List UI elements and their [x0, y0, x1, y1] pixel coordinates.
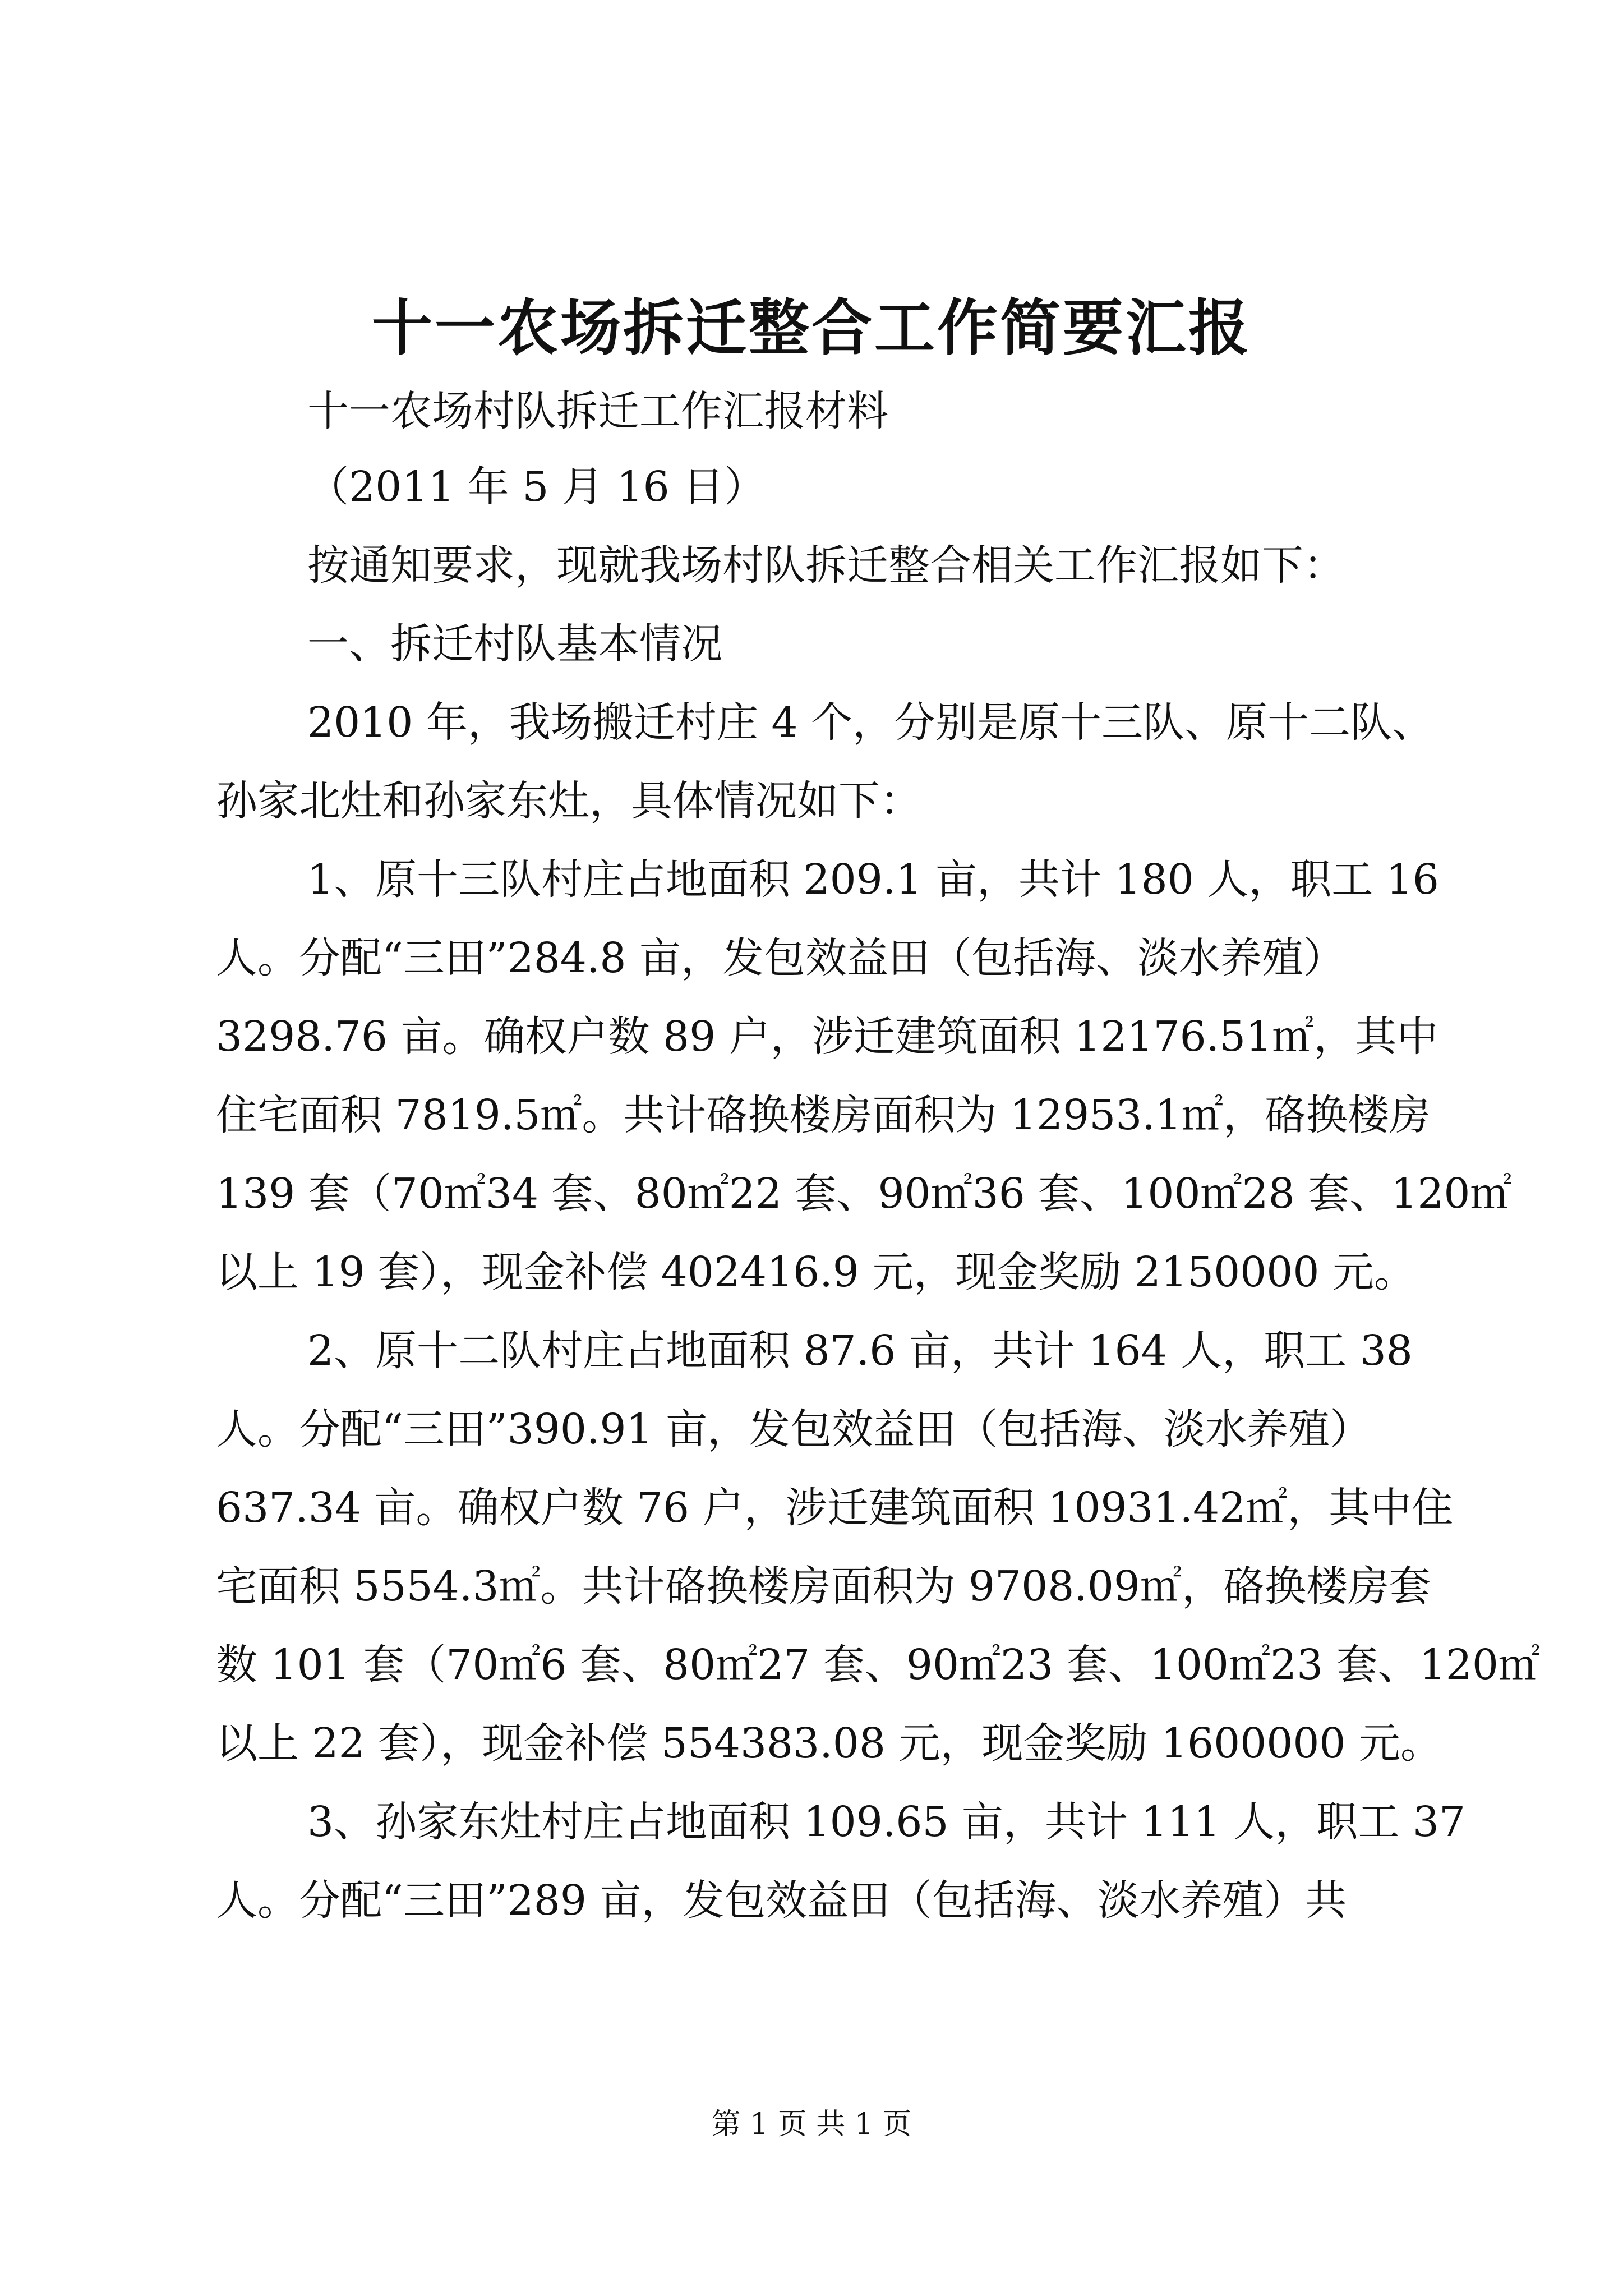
paragraph-line: 3298.76 亩。确权户数 89 户，涉迁建筑面积 12176.51㎡，其中 — [216, 1013, 1438, 1061]
paragraph-line: 3、孙家东灶村庄占地面积 109.65 亩，共计 111 人，职工 37 — [307, 1798, 1466, 1846]
paragraph-line: 数 101 套（70㎡6 套、80㎡27 套、90㎡23 套、100㎡23 套、120㎡ — [216, 1641, 1540, 1689]
paragraph-line: 1、原十三队村庄占地面积 209.1 亩，共计 180 人，职工 16 — [307, 855, 1439, 904]
section-heading: 一、拆迁村队基本情况 — [307, 620, 722, 668]
paragraph-line: 人。分配“三田”284.8 亩，发包效益田（包括海、淡水养殖） — [216, 934, 1345, 982]
paragraph-line: 宅面积 5554.3㎡。共计硌换楼房面积为 9708.09㎡，硌换楼房套 — [216, 1562, 1431, 1611]
paragraph-line: 按通知要求，现就我场村队拆迁整合相关工作汇报如下： — [307, 541, 1345, 590]
page-footer: 第 1 页 共 1 页 — [711, 2108, 912, 2141]
paragraph-line: 637.34 亩。确权户数 76 户，涉迁建筑面积 10931.42㎡，其中住 — [216, 1484, 1454, 1532]
document-title: 十一农场拆迁整合工作简要汇报 — [371, 293, 1251, 364]
paragraph-line: 孙家北灶和孙家东灶，具体情况如下： — [216, 777, 921, 825]
paragraph-line: 人。分配“三田”289 亩，发包效益田（包括海、淡水养殖）共 — [216, 1876, 1347, 1925]
paragraph-line: 人。分配“三田”390.91 亩，发包效益田（包括海、淡水养殖） — [216, 1405, 1372, 1453]
paragraph-line: 139 套（70㎡34 套、80㎡22 套、90㎡36 套、100㎡28 套、120㎡ — [216, 1170, 1512, 1218]
subtitle-line: 十一农场村队拆迁工作汇报材料 — [307, 387, 888, 435]
paragraph-line: 以上 19 套），现金补偿 402416.9 元，现金奖励 2150000 元。 — [216, 1248, 1415, 1296]
date-line: （2011 年 5 月 16 日） — [307, 463, 766, 511]
paragraph-line: 住宅面积 7819.5㎡。共计硌换楼房面积为 12953.1㎡，硌换楼房 — [216, 1091, 1431, 1139]
paragraph-line: 2010 年，我场搬迁村庄 4 个，分别是原十三队、原十二队、 — [307, 698, 1433, 747]
paragraph-line: 2、原十二队村庄占地面积 87.6 亩，共计 164 人，职工 38 — [307, 1327, 1413, 1375]
paragraph-line: 以上 22 套），现金补偿 554383.08 元，现金奖励 1600000 元。 — [216, 1719, 1442, 1768]
